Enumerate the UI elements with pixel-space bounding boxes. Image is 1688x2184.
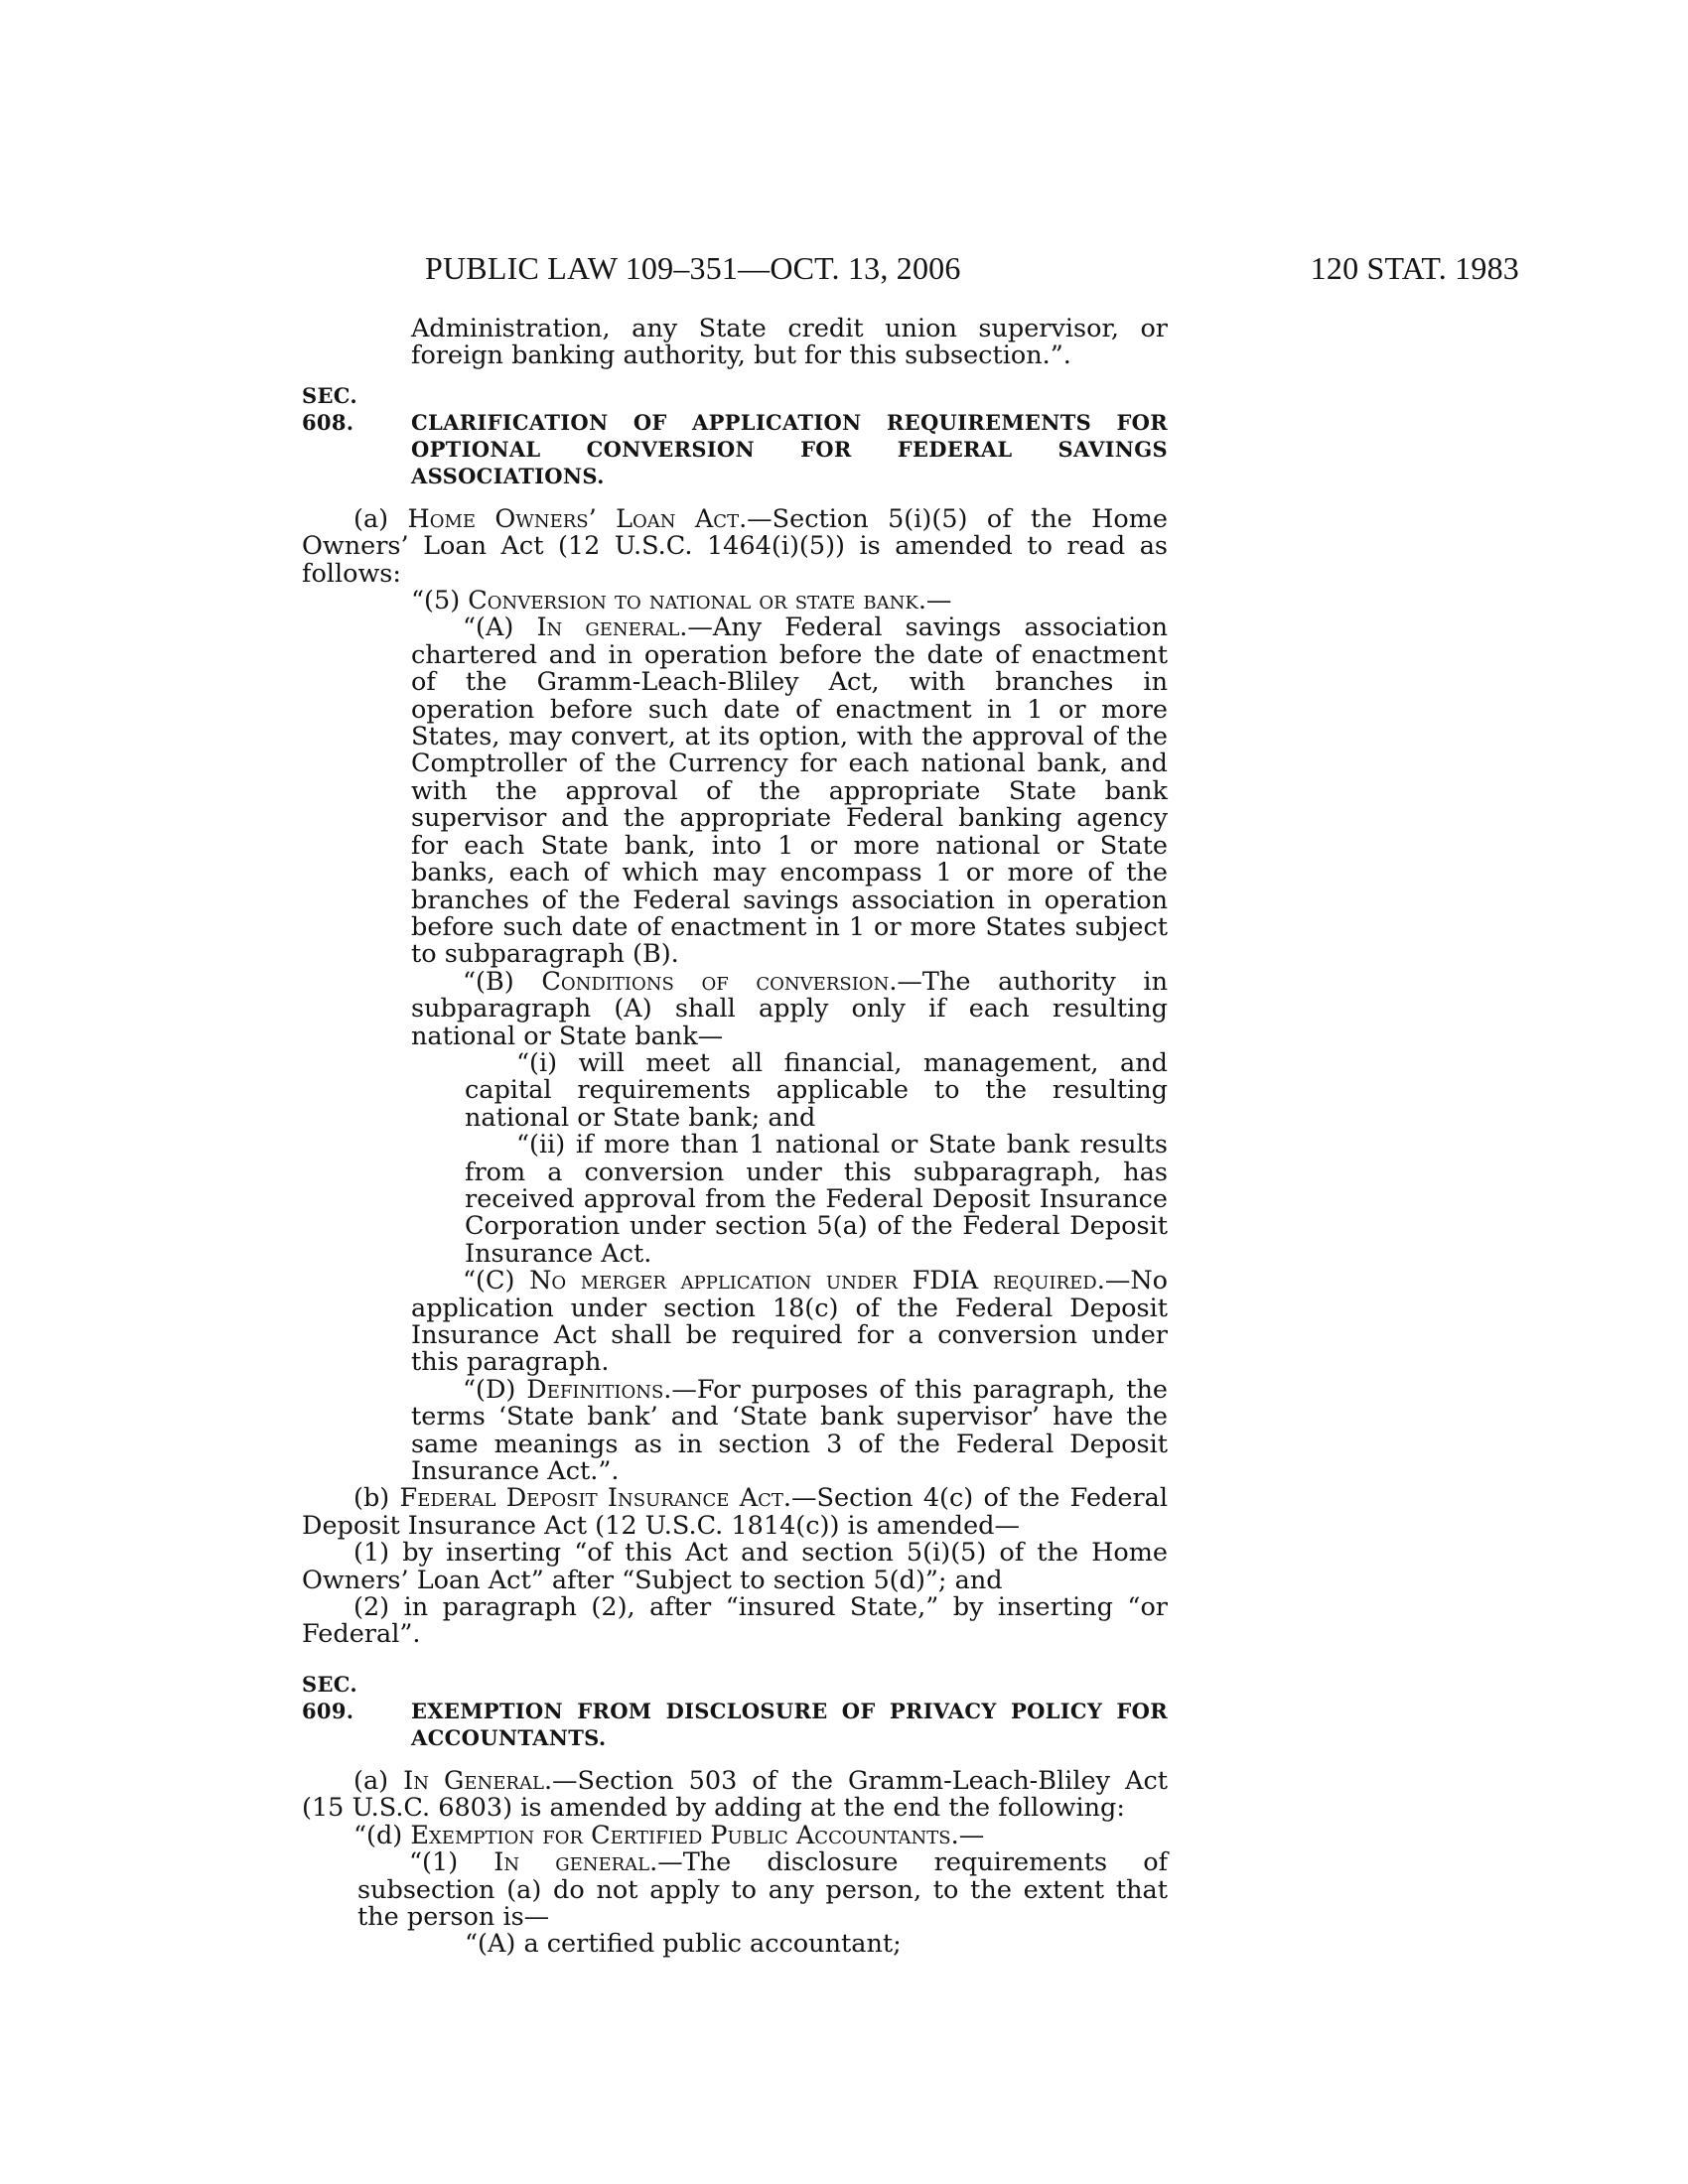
- subsection-text: .—Section 4(c) of the Federal Deposit Insurance Act (12 U.S.C. 1814(c)) is amended—: [302, 1483, 1169, 1541]
- subsection-caption: Home Owners’ Loan Act: [407, 503, 740, 534]
- paragraph-caption: Conversion to national or state bank: [468, 586, 918, 616]
- subparagraph-text: .—For purposes of this paragraph, the terms ‘State bank’ and ‘State bank supervisor’ have the same meanings as in section 3 of the Federal Deposit Insurance Act.”.: [411, 1374, 1169, 1487]
- subsection-dash: .—: [950, 1820, 985, 1850]
- clause-ii: “(ii) if more than 1 national or State bank results from a conversion under this subparagraph, has received approval from the Federal Deposit Insurance Corporation under section 5(a) of the Federal Deposit Insurance Act.: [465, 1130, 1168, 1269]
- section-number: SEC. 608.: [302, 382, 358, 435]
- page-body: [302, 316, 1168, 1959]
- section-title: CLARIFICATION OF APPLICATION REQUIREMENTS FOR OPTIONAL CONVERSION FOR FEDERAL SAVINGS ASSOCIATIONS.: [411, 409, 1168, 488]
- subparagraph-label: “(A): [463, 613, 537, 643]
- subsection-caption: Exemption for Certified Public Accountants: [410, 1820, 951, 1850]
- page-number: 120 STAT. 1983: [1310, 250, 1519, 286]
- subsection-b-item-2: (2) in paragraph (2), after “insured State,” by inserting “or Federal”.: [302, 1592, 1168, 1650]
- subparagraph-A: “(A) a certified public accountant;: [465, 1929, 902, 1960]
- subparagraph-label: “(D): [463, 1374, 527, 1405]
- subsection-b: [302, 1485, 1168, 1540]
- subparagraph-D: [302, 1374, 1169, 1487]
- paragraph-label: “(1): [409, 1847, 494, 1878]
- paragraph-text: .—The disclosure requirements of subsection (a) do not apply to any person, to the extent that the person is—: [357, 1847, 1169, 1932]
- running-head-title: PUBLIC LAW 109–351—OCT. 13, 2006: [425, 250, 961, 286]
- paragraph-caption: In general: [493, 1847, 650, 1878]
- subsection-d: [302, 1820, 1168, 1850]
- subparagraph-B: [302, 966, 1168, 1051]
- subsection-label: “(d): [353, 1820, 411, 1850]
- subsection-caption: Federal Deposit Insurance Act: [399, 1483, 783, 1514]
- subparagraph-text: .—No application under section 18(c) of the Federal Deposit Insurance Act shall be required for a conversion under this paragraph.: [411, 1266, 1168, 1378]
- paragraph-label: “(5): [411, 586, 469, 616]
- subparagraph-caption: In general: [536, 613, 680, 643]
- continuation-text: Administration, any State credit union supervisor, or foreign banking authority, but for this subsection.”.: [411, 314, 1168, 371]
- subsection-text: .—Section 5(i)(5) of the Home Owners’ Loan Act (12 U.S.C. 1464(i)(5)) is amended to read as follows:: [302, 503, 1168, 589]
- subparagraph-caption: Conditions of conversion: [541, 966, 890, 997]
- section-608-heading: [302, 382, 1168, 489]
- subparagraph-text: .—The authority in subparagraph (A) shall apply only if each resulting national or State bank—: [411, 966, 1168, 1051]
- subsection-b-item-1: (1) by inserting “of this Act and section 5(i)(5) of the Home Owners’ Loan Act” after “Subject to section 5(d)”; and: [302, 1538, 1168, 1595]
- section-609-heading: [302, 1671, 1168, 1751]
- subparagraph-C: [302, 1268, 1168, 1377]
- subparagraph-label: “(B): [463, 966, 542, 997]
- paragraph-1: [302, 1849, 1168, 1931]
- subparagraph-caption: No merger application under FDIA required: [529, 1266, 1097, 1297]
- paragraph-5: [302, 588, 1168, 614]
- subparagraph-A: [302, 614, 1168, 968]
- subparagraph-caption: Definitions: [526, 1374, 664, 1405]
- section-title: EXEMPTION FROM DISCLOSURE OF PRIVACY POLICY FOR ACCOUNTANTS.: [411, 1698, 1168, 1750]
- subsection-a: [302, 503, 1168, 589]
- subsection-caption: In General: [403, 1765, 544, 1796]
- clause-i: “(i) will meet all financial, management, and capital requirements applicable to the resulting national or State bank; and: [465, 1047, 1168, 1133]
- subparagraph-text: .—Any Federal savings association chartered and in operation before the date of enactment of the Gramm-Leach-Bliley Act, with branches in operation before such date of enactment in 1 or more States, may convert, at its option, with the approval of the Comptroller of the Currency for each national bank, and with the approval of the appropriate State bank supervisor and the appropriate Federal banking agency for each State bank, into 1 or more national or State banks, each of which may encompass 1 or more of the branches of the Federal savings association in operation before such date of enactment in 1 or more States subject to subparagraph (B).: [411, 613, 1169, 970]
- subsection-label: (b): [353, 1483, 400, 1514]
- paragraph-dash: .—: [917, 586, 952, 616]
- section-number: SEC. 609.: [302, 1671, 358, 1723]
- subsection-text: .—Section 503 of the Gramm-Leach-Bliley Act (15 U.S.C. 6803) is amended by adding at the end the following:: [302, 1765, 1168, 1824]
- subparagraph-label: “(C): [463, 1266, 530, 1297]
- subsection-a: [302, 1765, 1168, 1824]
- subsection-label: (a): [353, 1765, 404, 1796]
- subsection-label: (a): [353, 503, 408, 534]
